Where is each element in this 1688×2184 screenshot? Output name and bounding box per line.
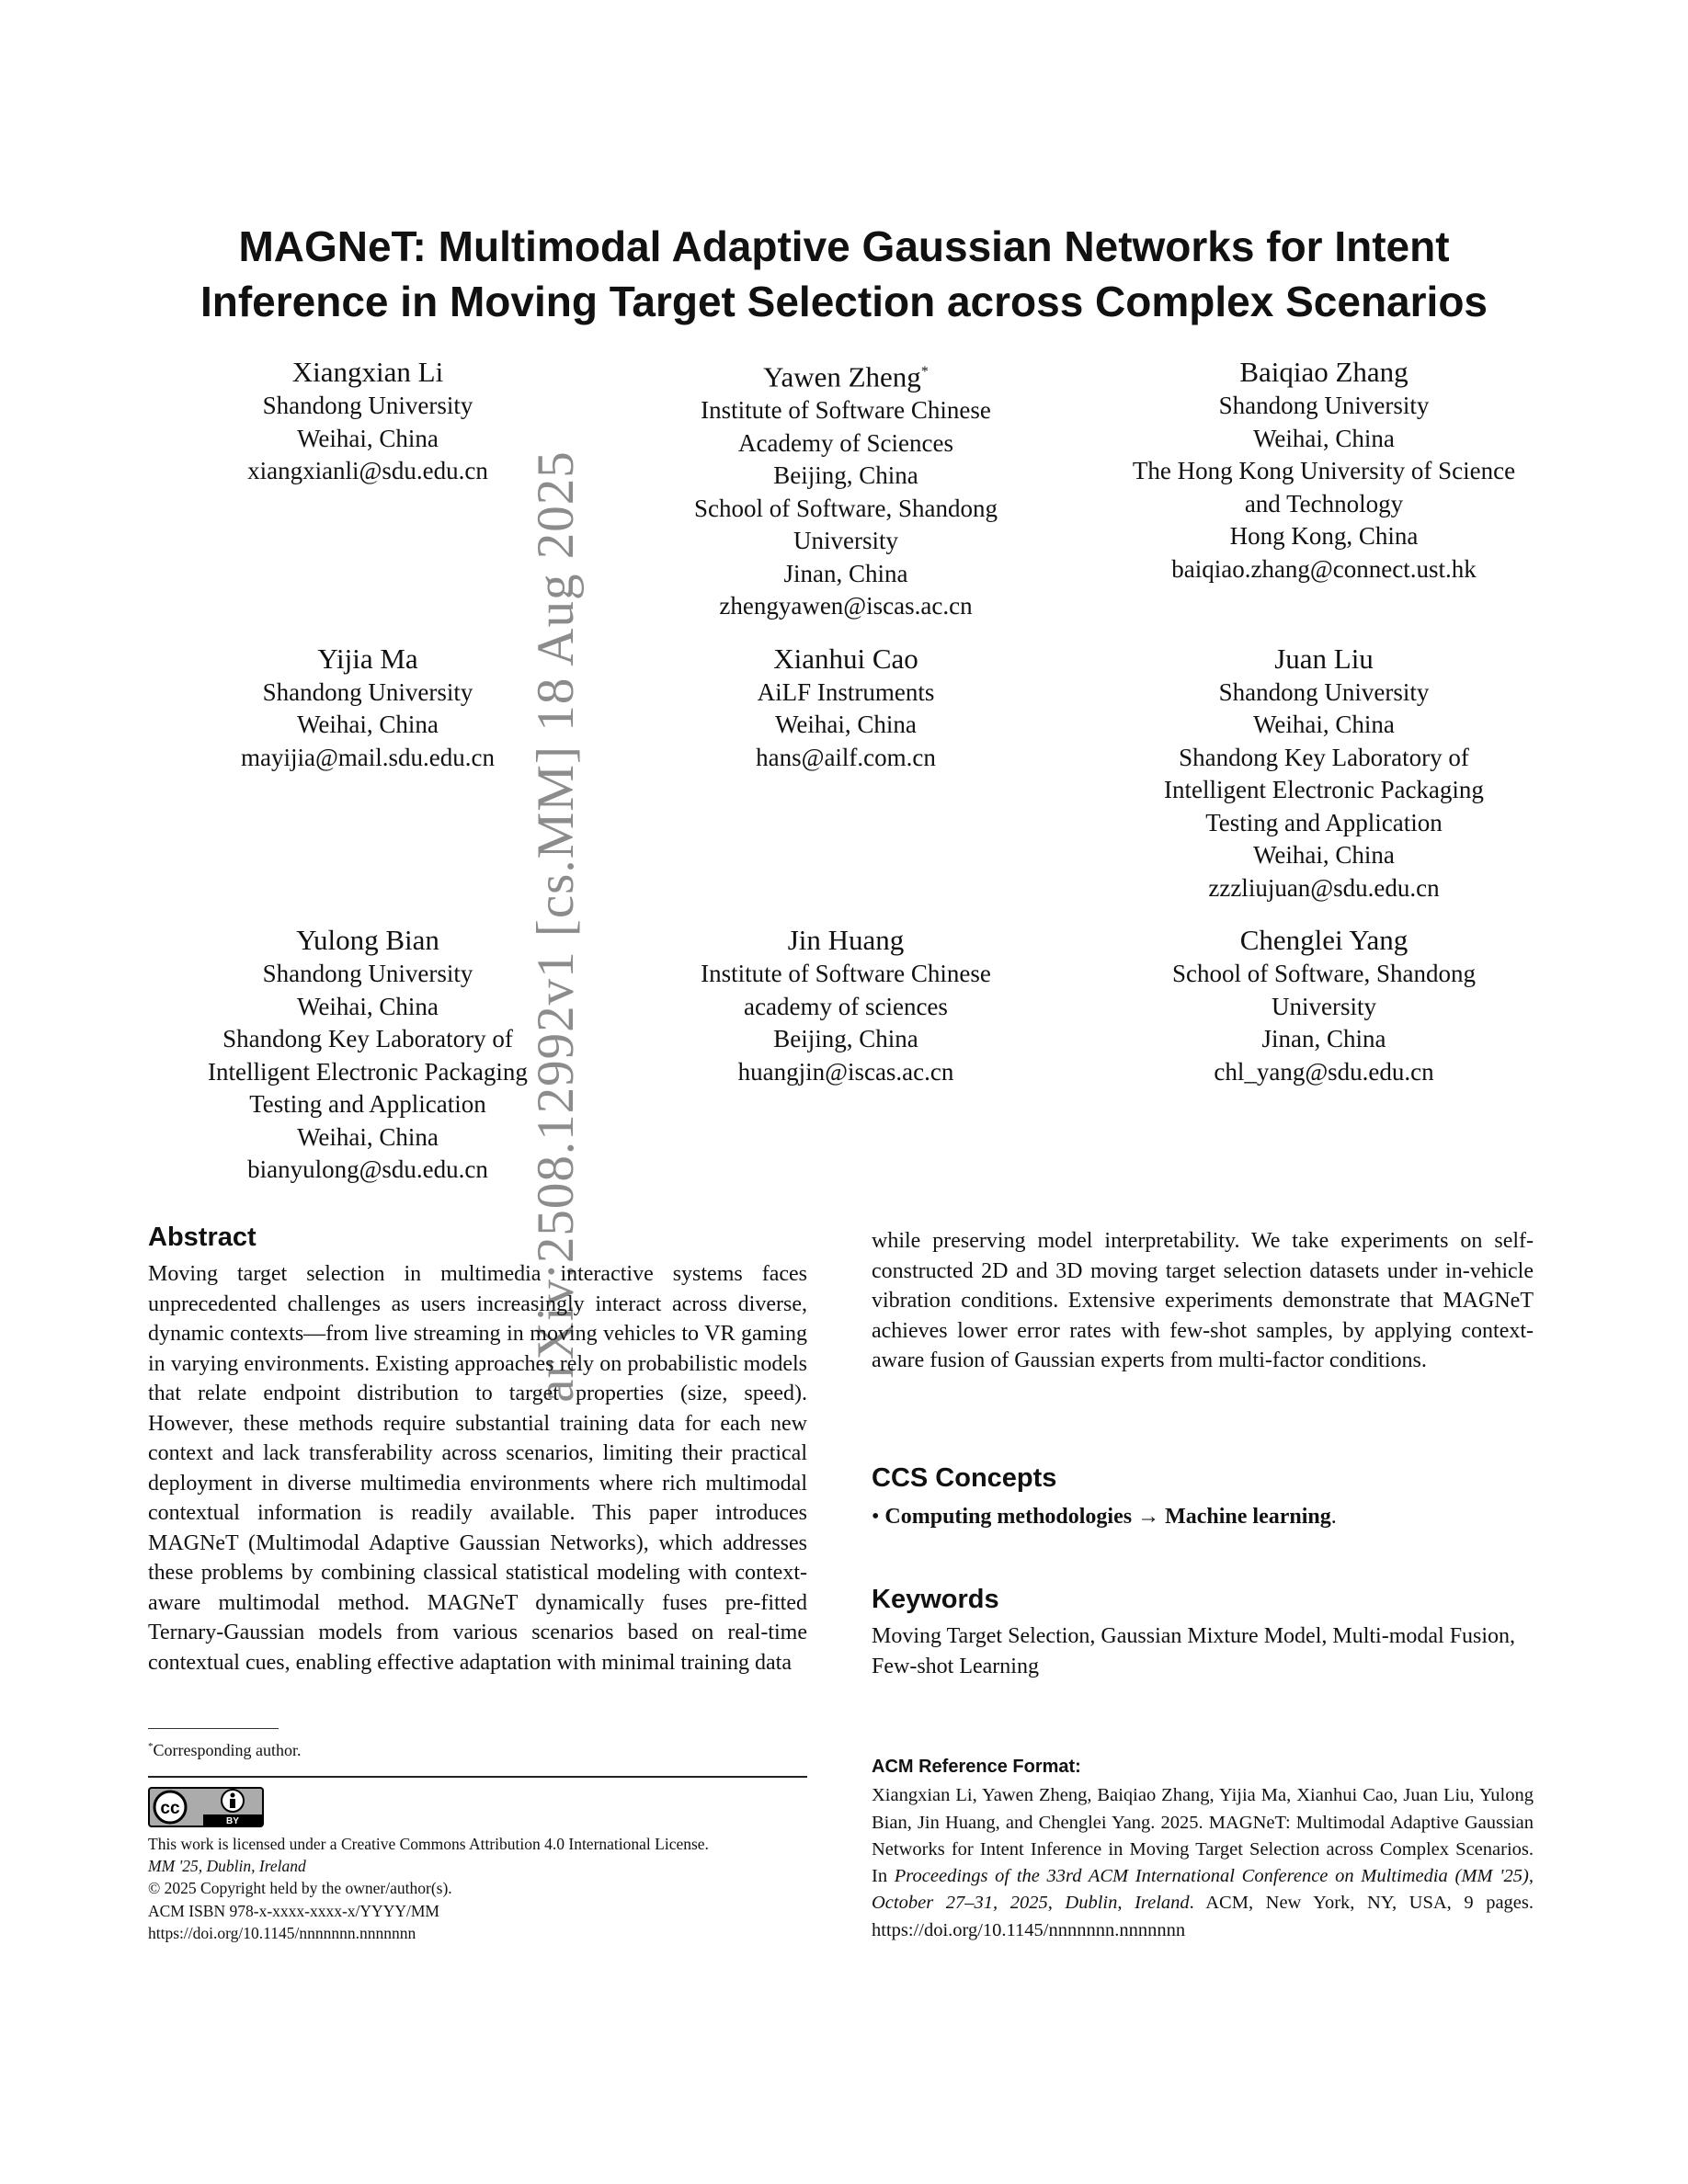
arxiv-identifier-stamp: arXiv:2508.12992v1 [cs.MM] 18 Aug 2025 [527, 450, 585, 1403]
author-email[interactable]: zhengyawen@iscas.ac.cn [719, 592, 973, 620]
ccs-end: . [1330, 1505, 1337, 1529]
cc-badge-by-text: BY [226, 1816, 239, 1826]
author-affiliation-line: School of Software, Shandong [1172, 960, 1476, 988]
author-affiliation-line: Weihai, China [297, 711, 439, 739]
author-affiliation-line: Shandong Key Laboratory of [222, 1025, 513, 1053]
author-affiliation-line: Shandong University [262, 960, 473, 988]
reference-venue: Proceedings of the 33rd ACM International Conference on Multimedia (MM '25), October 27–31, 2025, Dublin, Ireland [872, 1866, 1534, 1914]
author-entry [607, 355, 1085, 623]
title-line-1: MAGNeT: Multimodal Adaptive Gaussian Networks for Intent [238, 222, 1450, 270]
author-block [129, 355, 1563, 1205]
ccs-arrow: → [1137, 1505, 1160, 1529]
author-name: Jin Huang [787, 924, 905, 957]
isbn-line: ACM ISBN 978-x-xxxx-xxxx-x/YYYY/MM [148, 1901, 439, 1920]
author-row [129, 642, 1563, 905]
author-affiliation-line: Jinan, China [1261, 1025, 1386, 1053]
ccs-bullet: • [872, 1505, 880, 1529]
author-email[interactable]: xiangxianli@sdu.edu.cn [247, 457, 488, 484]
author-affiliation-line: Institute of Software Chinese [701, 396, 991, 425]
author-entry [129, 642, 607, 905]
author-name: Baiqiao Zhang [1239, 356, 1409, 388]
keywords-heading: Keywords [872, 1585, 999, 1614]
ccs-subconcept: Machine learning [1165, 1505, 1331, 1529]
author-entry [129, 923, 607, 1187]
author-name: Chenglei Yang [1239, 924, 1409, 957]
footnote-mark: * [148, 1741, 154, 1752]
license-statement: This work is licensed under a Creative Commons Attribution 4.0 International License. [148, 1835, 709, 1853]
author-name: Yawen Zheng [763, 360, 921, 393]
author-affiliation-line: Shandong University [262, 677, 473, 706]
footnote-text: Corresponding author. [153, 1741, 302, 1759]
ccs-concept: Computing methodologies [884, 1505, 1133, 1529]
cc-by-license-icon[interactable] [148, 1787, 264, 1827]
author-affiliation-line: University [1272, 992, 1376, 1020]
author-row [129, 923, 1563, 1187]
author-affiliation-line: Testing and Application [1205, 808, 1443, 836]
author-name: Yulong Bian [296, 924, 439, 957]
doi-link[interactable]: https://doi.org/10.1145/nnnnnnn.nnnnnnn [148, 1923, 416, 1942]
author-name: Yijia Ma [317, 642, 418, 675]
title-line-2: Inference in Moving Target Selection across Complex Scenarios [200, 278, 1488, 325]
author-email[interactable]: hans@ailf.com.cn [756, 743, 936, 771]
author-entry [1085, 923, 1563, 1187]
author-affiliation-line: School of Software, Shandong [694, 494, 998, 522]
author-affiliation-line: Hong Kong, China [1229, 522, 1419, 550]
author-affiliation-line: Intelligent Electronic Packaging [208, 1057, 528, 1086]
reference-text-part1: Xiangxian Li, Yawen Zheng, Baiqiao Zhang, Yijia Ma, Xianhui Cao, Juan Liu, Yulong Bian, Jin Huang, and Chenglei Yang. 2025. MAGNeT: Multimodal Adaptive Gaussian Networks for Intent Inference in Moving Target Selection across Complex Scenarios. In [872, 1785, 1534, 1887]
author-affiliation-line: Shandong University [262, 392, 473, 419]
author-affiliation-line: Shandong Key Laboratory of [1179, 743, 1469, 771]
author-affiliation-line: The Hong Kong University of Science [1132, 457, 1516, 484]
author-affiliation-line: Testing and Application [249, 1090, 486, 1119]
ccs-concepts-section [872, 1462, 1534, 1531]
footnote-rule [148, 1728, 279, 1729]
author-entry [1085, 355, 1563, 623]
author-affiliation-line: Shandong University [1218, 677, 1430, 706]
reference-text-part2: . ACM, New York, NY, USA, 9 pages. https://doi.org/10.1145/nnnnnnn.nnnnnnn [872, 1893, 1534, 1940]
author-email[interactable]: bianyulong@sdu.edu.cn [247, 1155, 488, 1184]
keywords-section [872, 1583, 1534, 1681]
author-email[interactable]: huangjin@iscas.ac.cn [737, 1057, 954, 1086]
author-name: Juan Liu [1274, 642, 1374, 675]
author-name: Xianhui Cao [773, 642, 918, 675]
ccs-concept-item [872, 1502, 1534, 1531]
cc-badge-cc-text: cc [160, 1799, 180, 1818]
reference-heading: ACM Reference Format: [872, 1757, 1081, 1777]
author-entry [607, 923, 1085, 1187]
acm-reference-format [872, 1754, 1534, 1944]
author-entry [1085, 642, 1563, 905]
author-email[interactable]: mayijia@mail.sdu.edu.cn [240, 743, 496, 771]
author-affiliation-line: Weihai, China [297, 992, 439, 1020]
abstract-text-left: Moving target selection in multimedia interactive systems faces unprecedented challenges as users increasingly interact across diverse, dynamic contexts—from live streaming in moving vehicles to VR gaming in varying environments. Existing approaches rely on probabilistic models that relate endpoint distribution to target properties (size, speed). However, these methods require substantial training data for each new context and lack transferability across scenarios, limiting their practical deployment in diverse multimedia environments where rich multimodal contextual information is readily available. This paper introduces MAGNeT (Multimodal Adaptive Gaussian Networks), which addresses these problems by combining classical statistical modeling with context-aware multimodal method. MAGNeT dynamically fuses pre-fitted Ternary-Gaussian models from various scenarios based on real-time contextual cues, enabling effective adaptation with minimal training data [148, 1262, 807, 1675]
author-affiliation-line: and Technology [1244, 489, 1404, 518]
license-rule [148, 1776, 807, 1778]
author-entry [129, 355, 607, 623]
author-affiliation-line: Weihai, China [297, 424, 439, 452]
author-affiliation-line: AiLF Instruments [757, 677, 935, 706]
author-affiliation-line: Beijing, China [773, 1025, 918, 1053]
author-affiliation-line: Academy of Sciences [738, 428, 953, 457]
abstract-continuation [872, 1226, 1534, 1376]
author-affiliation-line: Shandong University [1218, 392, 1430, 419]
license-block [148, 1833, 847, 1944]
author-affiliation-line: Jinan, China [783, 559, 908, 587]
author-affiliation-line: Weihai, China [775, 711, 917, 739]
author-email[interactable]: baiqiao.zhang@connect.ust.hk [1171, 554, 1477, 583]
author-email[interactable]: zzzliujuan@sdu.edu.cn [1208, 873, 1440, 902]
author-affiliation-line: Weihai, China [297, 1122, 439, 1151]
author-row [129, 355, 1563, 623]
paper-title [110, 219, 1578, 329]
author-affiliation-line: Weihai, China [1253, 841, 1395, 870]
keywords-text: Moving Target Selection, Gaussian Mixture Model, Multi-modal Fusion, Few-shot Learning [872, 1624, 1516, 1678]
author-entry [607, 642, 1085, 905]
author-email[interactable]: chl_yang@sdu.edu.cn [1214, 1057, 1434, 1086]
conference-label: MM '25, Dublin, Ireland [148, 1857, 306, 1876]
abstract-text-right: while preserving model interpretability. We take experiments on self-constructed 2D and 3D moving target selection datasets under in-vehicle vibration conditions. Extensive experiments demonstrate that MAGNeT achieves lower error rates with few-shot samples, by applying context-aware fusion of Gaussian experts from multi-factor conditions. [872, 1229, 1534, 1372]
author-affiliation-line: Intelligent Electronic Packaging [1164, 776, 1484, 804]
corresponding-author-mark: * [920, 364, 929, 380]
author-affiliation-line: Weihai, China [1253, 424, 1395, 452]
abstract-section [148, 1221, 807, 1678]
author-affiliation-line: Institute of Software Chinese [701, 960, 991, 988]
author-affiliation-line: University [793, 527, 898, 555]
author-affiliation-line: Weihai, China [1253, 711, 1395, 739]
abstract-heading: Abstract [148, 1223, 257, 1252]
author-affiliation-line: Beijing, China [773, 461, 918, 490]
author-name: Xiangxian Li [291, 356, 444, 388]
author-name-line [607, 355, 1085, 394]
ccs-heading: CCS Concepts [872, 1463, 1057, 1493]
author-affiliation-line: academy of sciences [744, 992, 948, 1020]
copyright-line: © 2025 Copyright held by the owner/author(s). [148, 1879, 452, 1898]
footnote [148, 1735, 301, 1761]
